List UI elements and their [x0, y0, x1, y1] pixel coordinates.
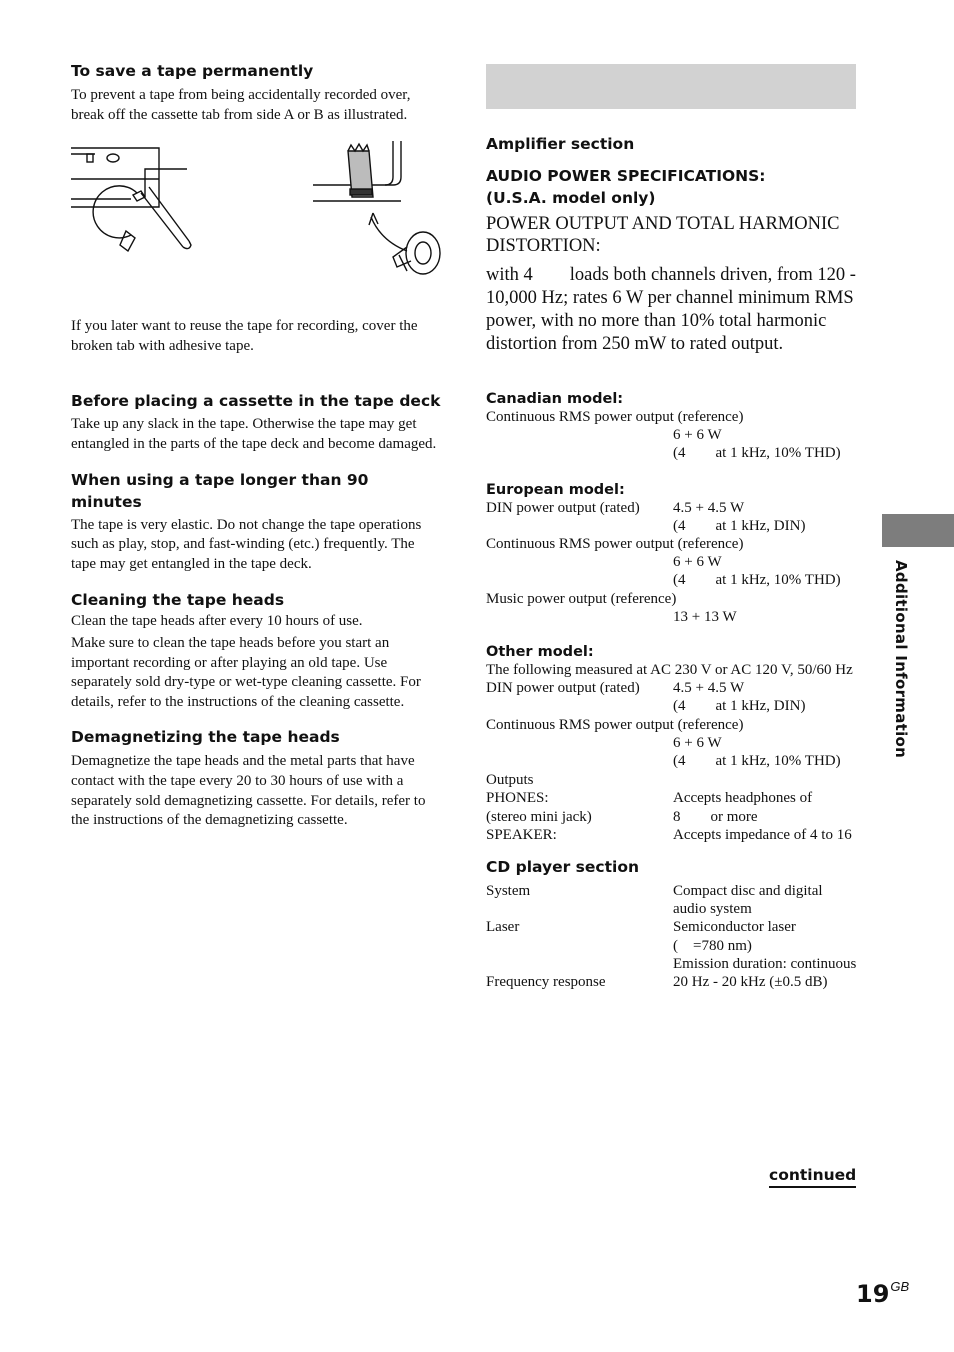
cd-system-row [486, 882, 858, 918]
cd-laser-values [673, 918, 858, 973]
canadian-line-1: Continuous RMS power output (reference) [486, 409, 744, 425]
page-number [856, 1272, 909, 1309]
cd-laser-value-3: Emission duration: continuous [673, 955, 857, 972]
cd-system-value: Compact disc and digital audio system [673, 883, 823, 918]
speaker-label: SPEAKER: [486, 826, 557, 843]
save-tape-text: To prevent a tape from being accidentally recorded over, break off the cassette tab from side A or B as illustrated. [71, 87, 411, 123]
other-heading: Other model: [486, 644, 594, 661]
phones-label: PHONES: [486, 790, 549, 807]
european-cont-value: 6 + 6 W [673, 554, 722, 571]
canadian-model-block [486, 390, 858, 463]
cd-laser-label: Laser [486, 919, 520, 936]
other-cont-note: (4 at 1 kHz, 10% THD) [673, 753, 841, 770]
european-model-block [486, 481, 858, 626]
cleaning-text-1: Clean the tape heads after every 10 hours of use. [71, 613, 363, 630]
european-cont-label: Continuous RMS power output (reference) [486, 536, 744, 553]
aps-line-2: (U.S.A. model only) [486, 189, 656, 207]
cassette-tab-illustration [71, 141, 443, 293]
other-din-note: (4 at 1 kHz, DIN) [673, 698, 806, 715]
canadian-line-2: 6 + 6 W [673, 427, 722, 444]
before-placing-text: Take up any slack in the tape. Otherwise the tape may get entangled in the parts of the tape deck and become damaged. [71, 416, 437, 452]
demagnetizing-text: Demagnetize the tape heads and the metal parts that have contact with the tape every 20 to 30 hours of use with a separately sold demagnetizing cassette. For details, refer to the instructions of the demagnetizing cassette. [71, 753, 426, 829]
cleaning-text-2: Make sure to clean the tape heads before you start an important recording or after playing an old tape. Use separately sold dry-type or wet-type cleaning cassette. For details, refer to the instructions of the cleaning cassette. [71, 634, 421, 710]
reuse-tape-text: If you later want to reuse the tape for recording, cover the broken tab with adhesive tape. [71, 318, 418, 354]
power-output-heading: POWER OUTPUT AND TOTAL HARMONIC DISTORTION: [486, 214, 840, 256]
longer-tape-text: The tape is very elastic. Do not change the tape operations such as play, stop, and fast-winding (etc.) frequently. The tape may get entangled in the tape deck. [71, 516, 422, 572]
european-music-label: Music power output (reference) [486, 590, 677, 607]
cd-freq-value: 20 Hz - 20 kHz (±0.5 dB) [673, 974, 828, 991]
other-cont-label: Continuous RMS power output (reference) [486, 716, 744, 733]
power-rating-text: with 4 loads both channels driven, from 120 - 10,000 Hz; rates 6 W per channel minimum RMS power, with no more than 10% total harmonic distortion from 250 mW to rated output. [486, 265, 856, 354]
cd-system-label: System [486, 883, 531, 900]
jack-label: (stereo mini jack) [486, 808, 592, 825]
cleaning-heading: Cleaning the tape heads [71, 591, 285, 610]
outputs-label: Outputs [486, 772, 534, 789]
european-din-row [486, 499, 858, 517]
right-column [486, 64, 858, 991]
phones-value: Accepts headphones of [673, 790, 813, 807]
section-header-bar [486, 64, 856, 109]
other-model-block [486, 643, 858, 844]
european-music-value: 13 + 13 W [673, 608, 737, 625]
longer-tape-heading: When using a tape longer than 90 minutes [71, 470, 369, 511]
jack-value: 8 or more [673, 808, 758, 825]
other-cont-value: 6 + 6 W [673, 734, 722, 751]
demagnetizing-heading: Demagnetizing the tape heads [71, 728, 340, 747]
other-measured-text: The following measured at AC 230 V or AC 120 V, 50/60 Hz [486, 662, 853, 679]
european-din-label: DIN power output (rated) [486, 499, 640, 516]
amplifier-heading: Amplifier section [486, 135, 635, 153]
cd-player-heading: CD player section [486, 858, 640, 877]
audio-power-specs-heading [486, 165, 858, 209]
continued-label: continued [769, 1165, 856, 1188]
aps-line-1: AUDIO POWER SPECIFICATIONS: [486, 167, 766, 185]
page-number-suffix: GB [890, 1279, 910, 1294]
section-tab-marker [882, 514, 954, 547]
cassette-tab-drawing [71, 141, 443, 293]
other-din-label: DIN power output (rated) [486, 680, 640, 697]
canadian-heading: Canadian model: [486, 391, 624, 407]
canadian-line-3: (4 at 1 kHz, 10% THD) [673, 445, 841, 462]
speaker-row [486, 826, 858, 844]
page-number-value: 19 [856, 1280, 890, 1308]
cd-laser-value-2: ( =780 nm) [673, 937, 752, 954]
other-din-row [486, 679, 858, 697]
before-placing-heading: Before placing a cassette in the tape deck [71, 392, 441, 411]
cd-freq-label: Frequency response [486, 974, 606, 991]
speaker-value: Accepts impedance of 4 to 16 [673, 826, 852, 843]
sidebar-section-label [886, 560, 910, 790]
european-din-value: 4.5 + 4.5 W [673, 499, 745, 516]
save-tape-heading: To save a tape permanently [71, 62, 314, 80]
sidebar-label-text: Additional Information [892, 560, 910, 759]
cd-player-block [486, 856, 858, 991]
other-din-value: 4.5 + 4.5 W [673, 680, 745, 697]
european-din-note: (4 at 1 kHz, DIN) [673, 517, 806, 534]
left-column [71, 60, 443, 831]
european-cont-note: (4 at 1 kHz, 10% THD) [673, 572, 841, 589]
phones-row [486, 789, 858, 807]
cd-laser-value-1: Semiconductor laser [673, 919, 796, 936]
european-heading: European model: [486, 481, 625, 498]
cd-laser-row [486, 918, 858, 973]
jack-row [486, 808, 858, 826]
cd-freq-row [486, 973, 858, 991]
